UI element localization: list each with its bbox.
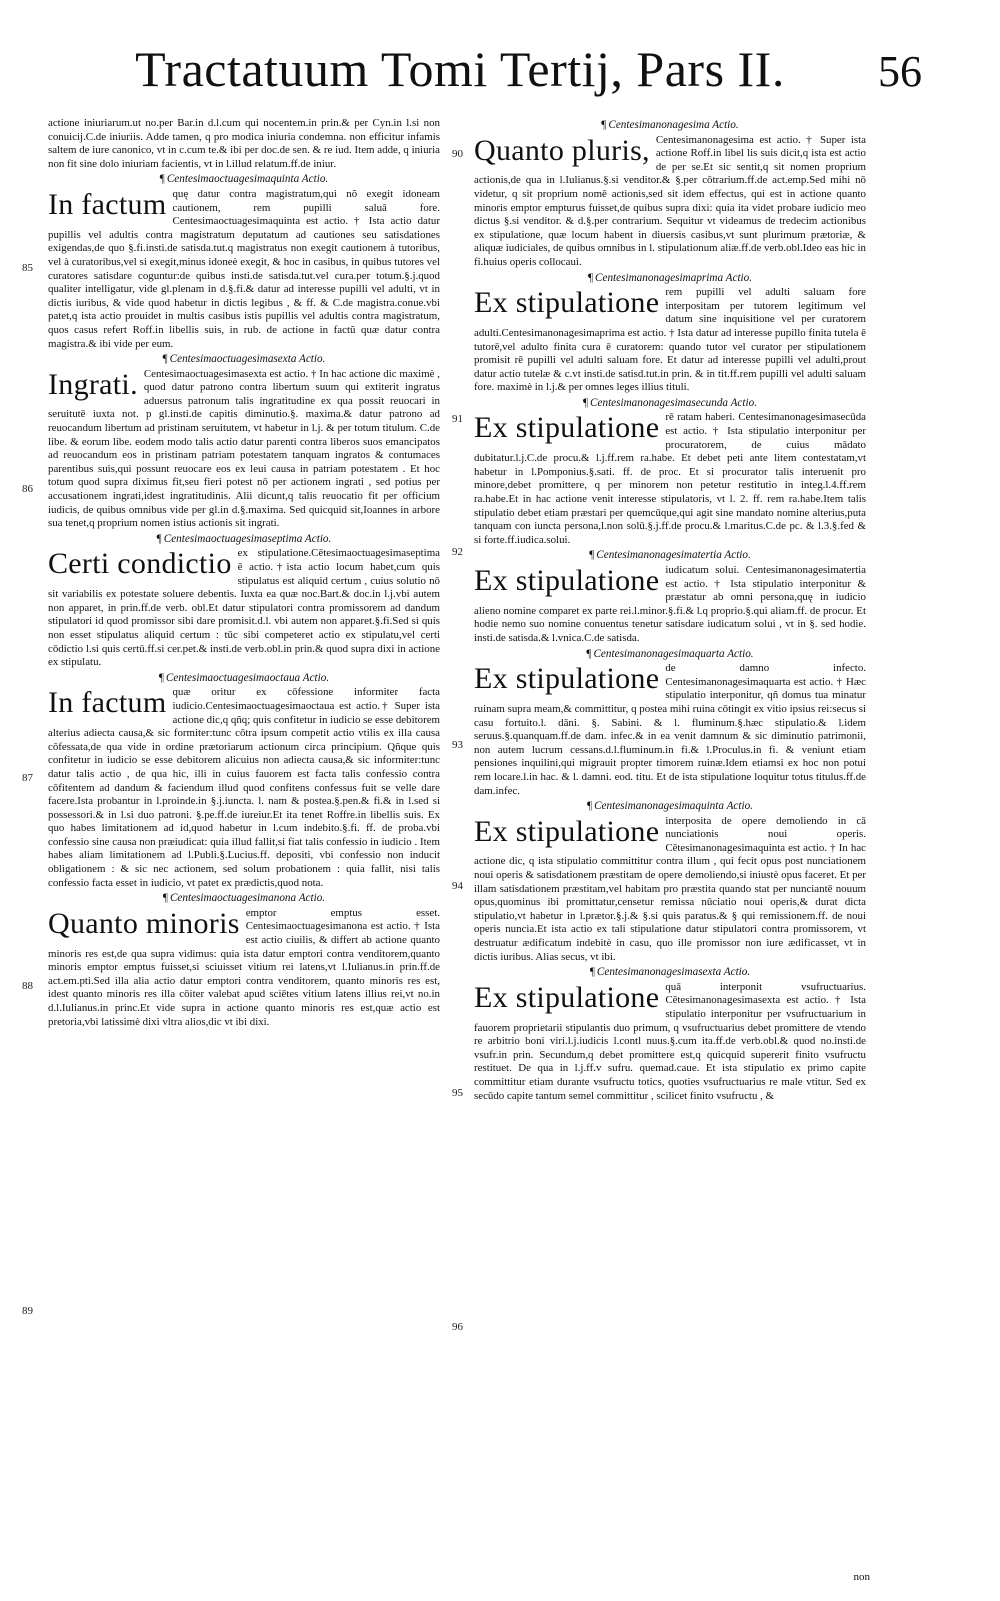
action-entry — [474, 549, 866, 645]
margin-number: 89 — [22, 1305, 33, 1317]
action-paragraph — [474, 134, 866, 270]
action-term: Ex stipulatione — [474, 411, 660, 445]
margin-number: 95 — [452, 1087, 463, 1099]
action-paragraph — [474, 286, 866, 395]
margin-number: 85 — [22, 262, 33, 274]
action-paragraph — [474, 411, 866, 547]
action-heading: ¶ Centesimanonagesimasecunda Actio. — [474, 397, 866, 411]
action-entry — [474, 966, 866, 1103]
action-term: Quanto minoris — [48, 906, 240, 940]
action-paragraph — [474, 981, 866, 1103]
action-heading: ¶ Centesimaoctuagesimaseptima Actio. — [48, 533, 440, 547]
action-term: Ingrati. — [48, 367, 138, 401]
action-text: Centesimanonagesima est actio. † Super ista actione Roff.in libel lis suis dicit,q ista est actio de per se.Et sic sentit,q sit nomen proprium actionis,de qua in l.Iulianus.§.si venditor.& §.per cōtrarium.ff.de act.emp.Sed mihi nō videtur, q sit proprium nomē actionis,sed sit idem effectus, qui est in actione quanto minoris emptor empturus fuisset,de quibus supra dixi: quia ita videt probare iudicio meo dictus §.si venditor. & d.§.per contrarium. Sequitur vt videamus de tredecim actionibus ex stipulatione, quæ locum habent in diuersis casibus,vt sunt plurimum prætoriæ, & aliquæ iudiciales, de quibus omnibus in l. stipulationum aliæ.ff.de verb.obl.Ideo eas hic in fi.huius operis collocaui. — [474, 133, 866, 268]
action-term: Certi condictio — [48, 547, 232, 581]
action-paragraph — [48, 547, 440, 669]
right-column — [474, 117, 866, 1592]
action-heading: ¶ Centesimanonagesima Actio. — [474, 119, 866, 133]
action-text: rē ratam haberi. Centesimanonagesimasecūda est actio. † Ista stipulatio interponitur per procuratorem, de cuius mādato dubitatur.l.j.C.de procu.& l.j.ff.rem ra.habe. Et debet peti ante litem contestatam,vt habetur in l.Pomponius.§.sati. ff. de proc. Et si procurator talis interuenit pro minore,debet promittere, q per minorem non petetur restitutio in integ.l.4.ff.rem ra.habe.Et in hac actione venit interesse stipulatoris, vt l. 2. ff. rem ra.habe.Item talis stipulatio debet etiam præstari per quemcūque,qui agit sine mandato nomine alterius,puta tanquam con iuncta persona,l.non solū.§.j.ff.de procu.& l.maritus.C.de pc. & l.3.§.fed & si forte.ff.iudica.solui. — [474, 411, 866, 546]
action-heading: ¶ Centesimaoctuagesimaquinta Actio. — [48, 173, 440, 187]
action-text: quæ oritur ex cōfessione informiter facta iudicio.Centesimaoctuagesimaoctaua est actio.† Super ista actione dic,q qñq; quis confitetur in iudicio se esse debitorem alterius adiecta causa,& sic formiter:tunc cōtra ipsum competit actio vtilis ex illa causa cōfessata,de qua vide in ordine prætoriarum actionum circa principium. Qñque quis confitetur in iudicio se esse debitorem alicuius non adiecta causa,& sic informiter:tunc datur talis actio , de qua hic, illi in cuius fauorem est facta talis confessio contra cōfitentem ad dandum & faciendum illud quod confitens confessus fuit se velle dare facere.Ista probantur in l.proinde.in §.j.iuncta. l. nam & postea.§.pen.& fi.& in l.sed si possessori.& in l.si duo patroni. §.pe.ff.de iureiur.Et ita tenet Roffre.in libellis suis. Ex quo habes limitationem ad id,quod habetur in l.cum indebito.§.fi. ff. de proba.vbi confessio sine causa non præiudicat: quia illud fallit,si fiat talis confessio in iudicio . Item habes aliam limitationem ad l.Publi.§.Lucius.ff. depositi, vbi confessio non inducit obligationem : & sic nec actionem, sed solum probationem : quia fallit, nisi talis confessio facta esset in iudicio, vt patet ex prædictis,quod nota. — [48, 686, 440, 889]
action-term: Quanto pluris, — [474, 133, 650, 167]
action-paragraph — [48, 686, 440, 890]
action-term: Ex stipulatione — [474, 286, 660, 320]
margin-number: 86 — [22, 483, 33, 495]
action-text: quā interponit vsufructuarius. Cētesimanonagesimasexta est actio. † Ista stipulatio interponitur per vsufructuarium in fauorem proprietarii stipulantis duo primum, q vsufructuarius debet promittere de vtendo re arbitrio boni viri.l.j.iudicis l.contl nuus.§.cum ita.ff.de verb.obl.& quod no.insti.de vsufr.in prin. Secundum,q debet promittere est,q quicquid supererit finito vsufructu restituet. De qua in l.j.ff.v sufru. quemad.caue. Et ista stipulatio ex primo capite committitur etiam durante vsufructu totics, quoties vsufructuarius re male vtitur. Sed ex secūdo capite tantum semel committitur , scilicet finito vsufructu , & — [474, 980, 866, 1102]
action-paragraph — [474, 815, 866, 965]
action-paragraph — [48, 188, 440, 351]
left-column — [48, 117, 440, 1592]
action-entry — [48, 533, 440, 670]
action-heading: ¶ Centesimaoctuagesimanona Actio. — [48, 892, 440, 906]
margin-number: 94 — [452, 880, 463, 892]
page-header — [0, 38, 1000, 108]
action-text: emptor emptus esset. Centesimaoctuagesimanona est actio. † Ista est actio ciuilis, & differt ab actione quanto minoris res est,de qua supra vidimus: quia ista datur emptori contra venditorem,quanto minoris emptor emptus fuisset,si sciuisset vitium rei latens,vt l.Iulianus.in prin.ff.de act.em.pti.Sed illa alia actio datur emptori contra venditorem, quanto minoris res est, idest quanto minoris res illa cōiter valebat apud sciētes vitium latens illius rei,vt no.in d.l.Iulianus.in princ.Et vide supra in actione quanto minoris res est,quæ actio est pretoria,vbi latissimè dixi vltra alios,dic vt ibi dixi. — [48, 906, 440, 1028]
action-heading: ¶ Centesimanonagesimaquarta Actio. — [474, 648, 866, 662]
action-term: In factum — [48, 187, 167, 221]
action-text: ex stipulatione.Cētesimaoctuagesimaseptima ē actio.†ista actio locum habet,cum quis stipulatus est aliquid certum , cuius solutio nō sit variabilis ex potestate soluere debentis. Iuxta ea quæ noc.Bart.& doc.in l.j.vbi autem non apparet, in prin.ff.de verb. obl.Et datur stipulatori contra promissorem ad dandum stipulatori id quod promissor sibi dare promisit.d.l. vbi autem non apparet.§.fi.Sed si quis non esset stipulatus aliquid certum : tūc sibi competeret actio ex stipulatu,vel certi cōdictio l.si quis certū.ff.si cer.pet.& insti.de verb.obl.in prin.& quod supra dixi in actione ex stipulatu. — [48, 547, 440, 669]
margin-number: 92 — [452, 546, 463, 558]
action-text: iudicatum solui. Centesimanonagesimatertia est actio. † Ista stipulatio interponitur & præstatur ab omni persona,quę in iudicio alieno nomine comparet ex parte rei.l.minor.§.fi.& l.q proprio.§.qui aliam.ff. de procur. Et hodie nemo suo nomine conuentus tenetur satisdare iudicatum solui , vt in §. sed hodie. insti.de satisda.& l.vnica.C.de satisda. — [474, 564, 866, 644]
opening-paragraph: actione iniuriarum.ut no.per Bar.in d.l.cum qui nocentem.in prin.& per Cyn.in l.si non conuicij.C.de iniuriis. Adde tamen, q pro modica iniuria condemna. non efficitur infamis saltem de iure canonico, vt in c.cum te.& ibi per doc.de sen. & re iud. Item adde, q iniuria non fit sine dolo iniuriam facientis, vt in l.illud relatum.ff.de iniur. — [48, 117, 440, 170]
running-title: Tractatuum Tomi Tertij, Pars II. — [135, 41, 785, 97]
action-term: Ex stipulatione — [474, 564, 660, 597]
action-entry — [474, 272, 866, 395]
action-entry — [48, 892, 440, 1029]
action-heading: ¶ Centesimaoctuagesimaoctaua Actio. — [48, 672, 440, 686]
action-entry — [474, 119, 866, 270]
catchword: non — [853, 1571, 870, 1583]
action-entry — [48, 672, 440, 891]
action-heading: ¶ Centesimanonagesimatertia Actio. — [474, 549, 866, 563]
action-term: Ex stipulatione — [474, 662, 660, 696]
action-term: Ex stipulatione — [474, 814, 660, 848]
margin-number: 96 — [452, 1321, 463, 1333]
margin-number: 90 — [452, 148, 463, 160]
action-text: Centesimaoctuagesimasexta est actio. † In hac actione dic maximè , quod datur patrono contra libertum suum qui extiterit ingratus aduersus patronum talis ingratitudine ex qua possit reuocari in seruitutē iuxta not. p gl.insti.de capitis diminutio.§. maxima.& datur patrono ad reuocandum libertum ad pristinam seruitutem, vt habetur in l.j. & per totum titulum. C.de libe. & eorum libe. eodem modo talis actio datur parenti contra liberos suos emancipatos ad reuocandum eos in pristinam patriam potestatem tanquam ingratos & contumaces parentibus suis,qui possunt reuocare eos ex leui causa in patriam potestatem . Et hoc totum quod supra diximus fit,seu fieri potest nō per actionem ingrati , sed potius per accusationem ingrati,idest ingratitudinis. Alii dicunt,q talis reuocatio fit per officium iudicis, de quibus omnibus vide per gl.in d.§.maxima. Sed quicquid sit,Ioannes in arbore sua tenet,q proprium nomen istius actionis sit ingrati. — [48, 367, 440, 530]
action-entry — [48, 173, 440, 351]
action-paragraph — [474, 564, 866, 646]
action-paragraph — [48, 907, 440, 1029]
action-term: Ex stipulatione — [474, 980, 660, 1014]
margin-number: 93 — [452, 739, 463, 751]
action-entry — [474, 397, 866, 548]
action-paragraph — [48, 368, 440, 531]
action-heading: ¶ Centesimaoctuagesimasexta Actio. — [48, 353, 440, 367]
action-heading: ¶ Centesimanonagesimasexta Actio. — [474, 966, 866, 980]
margin-number: 87 — [22, 772, 33, 784]
action-text: de damno infecto. Centesimanonagesimaquarta est actio. † Hæc stipulatio interponitur, qñ domus tua minatur ruinam supra meam,& committitur, q postea mihi ruina cōtingit ex vitio ipsius rei:secus si casu fortuito.l. dāni. §. Sabini. & l. fluminum.§.hæc stipulatio.& l.idem seruus.§.quanquam.ff.de dam. infec.& in ea venit damnum & sic diminutio patrimonii, non autem lucrum cessans.d.l.fluminum.in fi.& l.Proculus.in fi. & veniunt etiam pensiones inquilini,qui migrauit propter timorem ruinæ.Idem etiamsi ex hoc non potui rem locare.l.in hac. & l. damni. eod. titu. Et de ista stipulatione loquitur totus titulus.ff.de dam.infec. — [474, 662, 866, 797]
action-term: In factum — [48, 686, 167, 720]
action-text: quę datur contra magistratum,qui nõ exegit idoneam cautionem, rem pupilli saluā fore. Centesimaoctuagesimaquinta est actio. † Ista actio datur pupillis vel adultis contra magistratum deputatum ad cautiones seu satisdationes exigendas,de quo §.fi.insti.de satisda.tut.q magistratus non exegit cautionem à tutoribus, vel à curatoribus,vel si exegit,minus idoneè exegit, & hoc in casibus, in quibus tutores vel curatores satisdare coguntur:de quibus insti.de satisda.tut.vel cura.per totum.§.j.quod qualiter intelligatur, vide gl.plenam in d.§.fi.& datur ad interesse pupilli vel adulti, vt in dictis iuribus, & vide quod habetur in dictis legibus , & ff. & C.de magistra.conue.vbi patet,q ista actio prouidet in multis casibus istis pupillis vel adultis contra magistratum, quos casus refert Roff.in libellis suis, in rub. de actione in factũ quæ datur contra magistra.& ibi vide per eum. — [48, 187, 440, 350]
action-heading: ¶ Centesimanonagesimaprima Actio. — [474, 272, 866, 286]
action-entry — [474, 800, 866, 964]
action-heading: ¶ Centesimanonagesimaquinta Actio. — [474, 800, 866, 814]
action-entry — [48, 353, 440, 531]
action-entry — [474, 648, 866, 799]
folio-number: 56 — [878, 47, 922, 96]
action-text: interposita de opere demoliendo in cā nunciationis noui operis. Cētesimanonagesimaquinta est actio. † In hac actione dic, q ista stipulatio committitur contra illum , qui fecit opus post nunciationem noui operis & satisdationem præstitam de opere demoliendo,si iniustè opus faceret. Et per illam satisdationem præstitam,vel habitam pro præstita quando stat per nunciantē nouum opus,quominus ibi promittatur,censetur remissa nūciatio noui operis,& durat dicta stipulatio,vt habetur in l.prætor.§.j.& §.si quis paratus.& § qui remissionem.ff. de noui operis nuncia.Et ista actio ex tali stipulatione datur stipulatori contra promissorem, vt destruatur ædificatum indebitè in casu, quo ille promissor non iure ædificasset, vt in dictis iuribus. Alias secus, vt ibi. — [474, 814, 866, 963]
action-paragraph — [474, 662, 866, 798]
action-text: rem pupilli vel adulti saluam fore interpositam per tutorem legitimum vel datum sine inquisitione vel per curatorem adulti.Centesimanonagesimaprima est actio. † Ista datur ad interesse pupillo finita tutela ē tutorē,vel adulto finita cura ē curatorem: quando tutor vel curator per stipulationem promisit rē pupilli vel adulti saluam fore. Et datur ad interesse pupilli vel adulti,prout datur actio tutelæ & c.vt insti.de satisd.tut.in prin. & in tit.ff.rem pupilli vel adulti saluam fore. maximè in l.j.& per omnes leges illius tituli. — [474, 286, 866, 394]
margin-number: 88 — [22, 980, 33, 992]
margin-number: 91 — [452, 413, 463, 425]
